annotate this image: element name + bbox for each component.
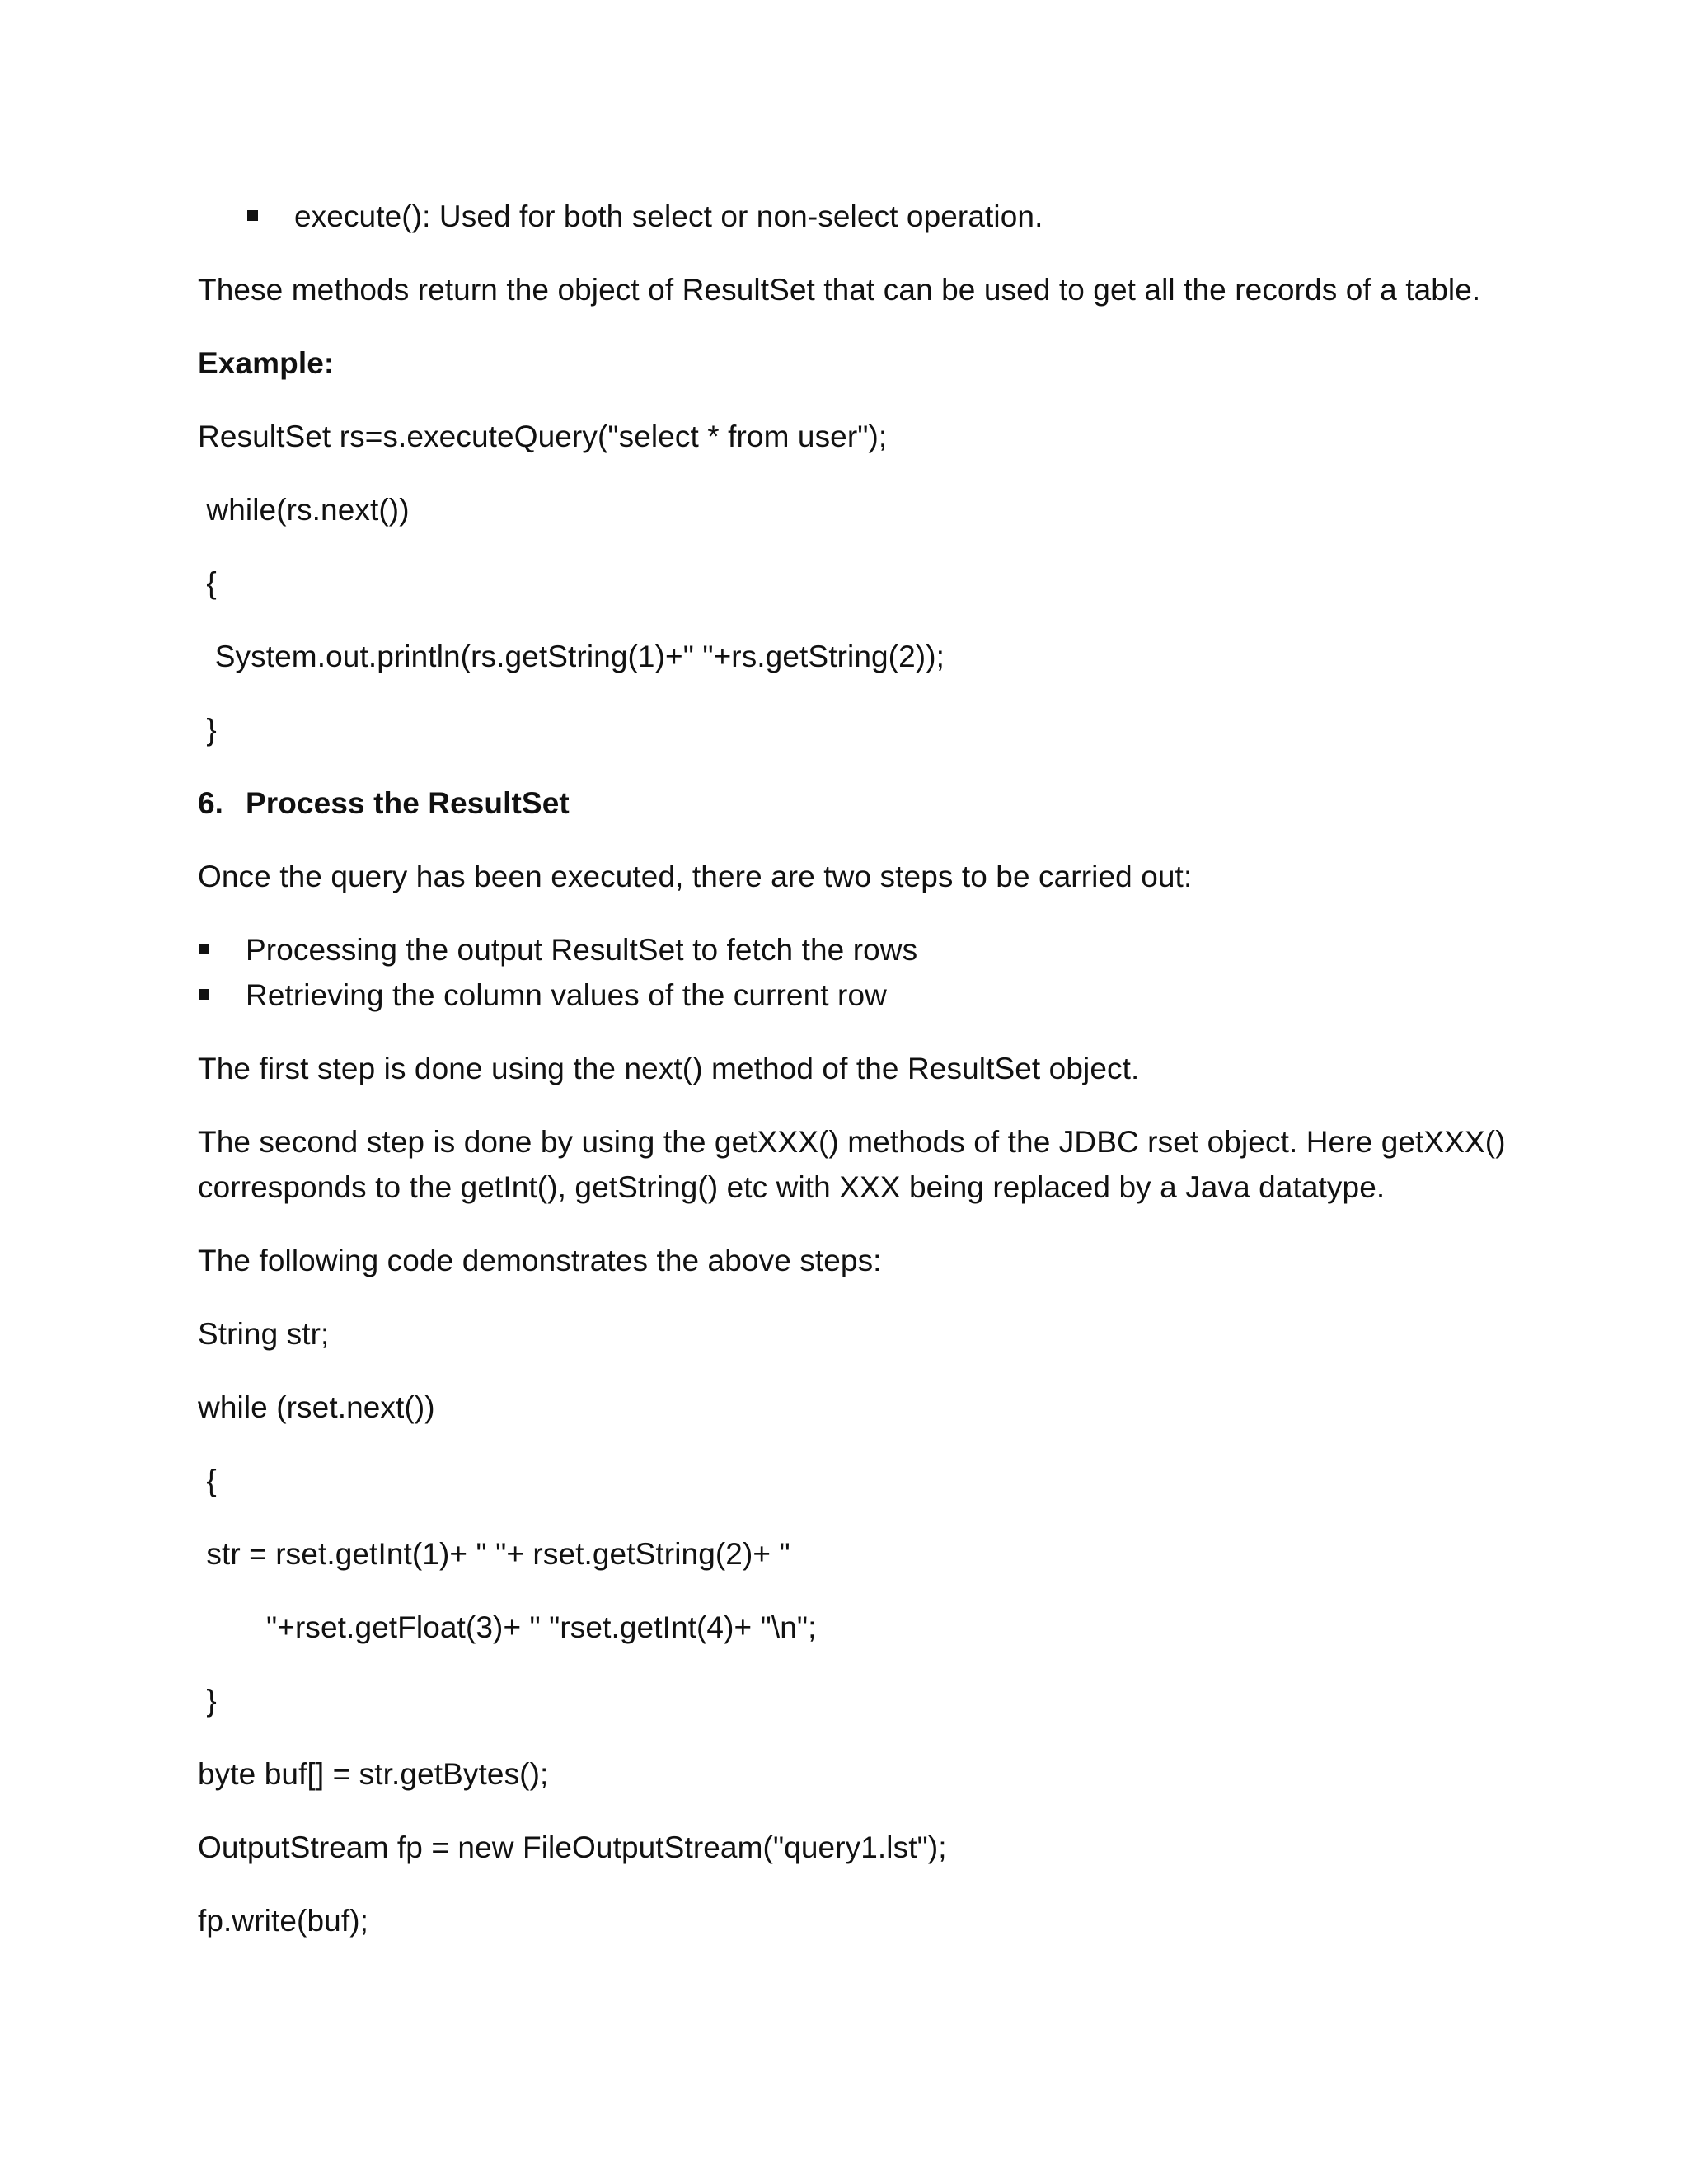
- paragraph-first-step: The first step is done using the next() method of the ResultSet object.: [198, 1052, 1140, 1085]
- demo-code-line: fp.write(buf);: [198, 1904, 369, 1938]
- section-title: Process the ResultSet: [246, 786, 570, 820]
- example-code-line: {: [198, 566, 217, 600]
- step-item: Retrieving the column values of the current row: [246, 978, 887, 1012]
- bullet-square-icon: [247, 210, 258, 221]
- paragraph-following: The following code demonstrates the above steps:: [198, 1244, 882, 1277]
- bullet-square-icon: [199, 944, 209, 954]
- example-code-line: }: [198, 713, 217, 747]
- demo-code-line: OutputStream fp = new FileOutputStream("query1.lst");: [198, 1830, 947, 1864]
- example-code-line: System.out.println(rs.getString(1)+" "+rs.getString(2));: [198, 640, 945, 673]
- demo-code-line: byte buf[] = str.getBytes();: [198, 1757, 549, 1791]
- example-code-line: while(rs.next()): [198, 493, 410, 527]
- demo-code-line: {: [198, 1464, 217, 1497]
- demo-code-line: "+rset.getFloat(3)+ " "rset.getInt(4)+ "\n";: [198, 1610, 817, 1644]
- demo-code-line: }: [198, 1684, 217, 1718]
- example-code-line: ResultSet rs=s.executeQuery("select * from user");: [198, 419, 888, 453]
- paragraph-once: Once the query has been executed, there are two steps to be carried out:: [198, 860, 1193, 893]
- section-number: 6.: [198, 786, 224, 820]
- bullet-square-icon: [199, 989, 209, 1000]
- step-item: Processing the output ResultSet to fetch the rows: [246, 933, 918, 967]
- demo-code-line: while (rset.next()): [198, 1390, 435, 1424]
- paragraph-return: These methods return the object of ResultSet that can be used to get all the records of a table.: [198, 273, 1481, 307]
- demo-code-line: str = rset.getInt(1)+ " "+ rset.getString(2)+ ": [198, 1537, 790, 1571]
- intro-bullet-text: execute(): Used for both select or non-select operation.: [294, 199, 1043, 233]
- paragraph-second-step-line: The second step is done by using the getXXX() methods of the JDBC rset object. Here getXXX(): [198, 1125, 1506, 1159]
- demo-code-line: String str;: [198, 1317, 330, 1351]
- example-heading: Example:: [198, 346, 335, 380]
- paragraph-second-step-line: corresponds to the getInt(), getString() etc with XXX being replaced by a Java datatype.: [198, 1170, 1386, 1204]
